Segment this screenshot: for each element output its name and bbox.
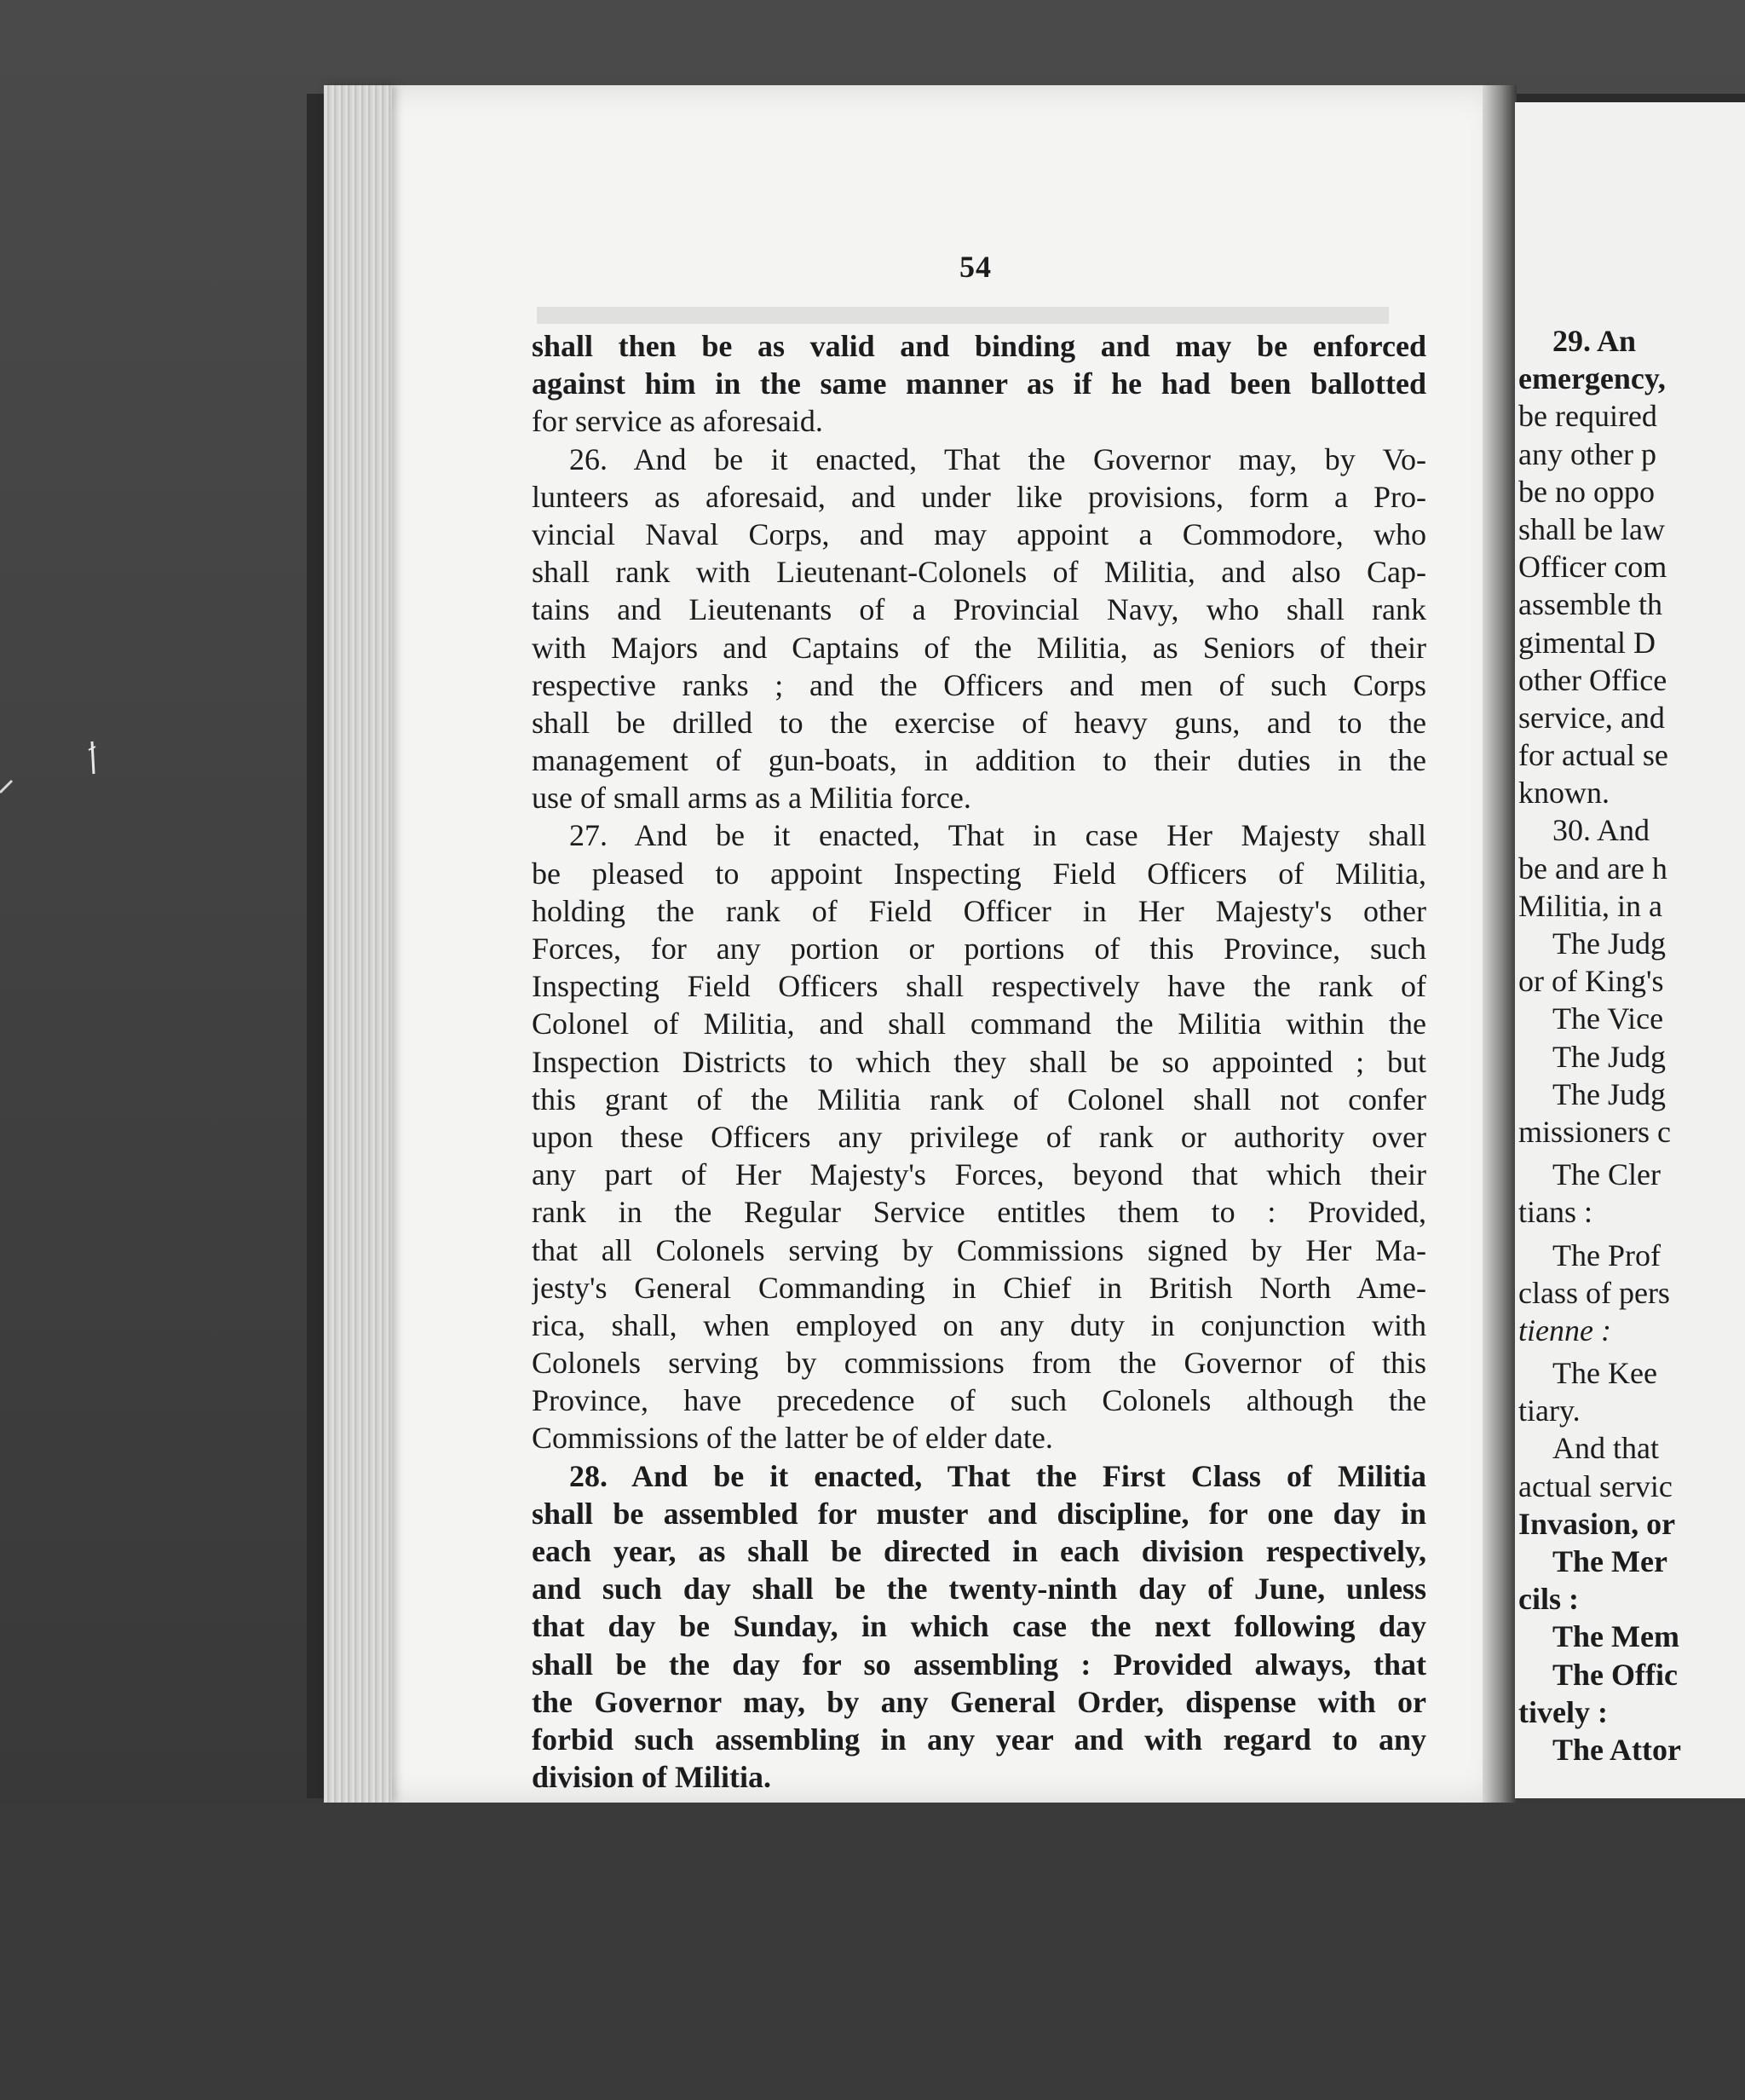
text-line: Colonels serving by commissions from the Governor of this [532,1346,1426,1381]
text-line: Colonel of Militia, and shall command the Militia within the [532,1007,1426,1041]
left-page-text [532,327,1426,1796]
text-line: tienne : [1518,1312,1611,1347]
text-line: Militia, in a [1518,888,1662,923]
text-line: The Offic [1552,1657,1678,1692]
text-line: And that [1552,1431,1659,1466]
text-line: The Judg [1552,1076,1666,1111]
text-line: this grant of the Militia rank of Colonel shall not confer [532,1082,1426,1116]
text-line: Commissions of the latter be of elder date. [532,1421,1053,1456]
text-line: forbid such assembling in any year and with regard to any [532,1722,1426,1757]
text-line: 29. An [1552,324,1637,358]
margin-smudge-marks [0,707,119,810]
bleed-through-text [537,307,1389,324]
text-line: shall be drilled to the exercise of heavy guns, and to the [532,705,1426,740]
text-line: division of Militia. [532,1760,772,1795]
text-line: The Kee [1552,1356,1657,1391]
text-line: tains and Lieutenants of a Provincial Navy, who shall rank [532,592,1426,627]
text-line: tiary. [1518,1393,1581,1428]
text-line: The Judg [1552,926,1666,961]
text-line: 26. And be it enacted, That the Governor may, by Vo- [569,441,1426,476]
text-line: any other p [1518,436,1656,471]
scan-background-bottom [0,1803,1745,2100]
text-line: Invasion, or [1518,1506,1676,1541]
text-line: The Vice [1552,1001,1664,1036]
text-line: actual servic [1518,1468,1673,1503]
text-line: upon these Officers any privilege of rank or authority over [532,1119,1426,1154]
text-line: cils : [1518,1582,1579,1617]
text-line: holding the rank of Field Officer in Her Majesty's other [532,893,1426,928]
text-line: shall rank with Lieutenant-Colonels of Militia, and also Cap- [532,555,1426,590]
text-line: The Mer [1552,1544,1667,1578]
right-page-text [1518,322,1745,1768]
text-line: for service as aforesaid. [532,404,823,439]
text-line: class of pers [1518,1275,1670,1310]
text-line: shall be the day for so assembling : Provided always, that [532,1647,1426,1682]
text-line: management of gun-boats, in addition to their duties in the [532,743,1426,778]
text-line: The Cler [1552,1157,1661,1192]
text-line: tians : [1518,1195,1592,1230]
text-line: service, and [1518,700,1665,735]
text-line: shall be assembled for muster and discipline, for one day in [532,1496,1426,1531]
text-line: respective ranks ; and the Officers and men of such Corps [532,667,1426,702]
page-number: 54 [959,250,992,284]
page-edges [324,85,392,1803]
text-line: rank in the Regular Service entitles them to : Provided, [532,1195,1426,1230]
text-line: for actual se [1518,738,1668,773]
text-line: known. [1518,776,1610,811]
text-line: be no oppo [1518,474,1655,509]
text-line: against him in the same manner as if he had been ballotted [532,366,1426,401]
text-line: The Judg [1552,1039,1666,1074]
text-line: missioners c [1518,1114,1671,1149]
text-line: that all Colonels serving by Commissions signed by Her Ma- [532,1232,1426,1267]
text-line: shall then be as valid and binding and may be enforced [532,329,1426,363]
text-line: Inspecting Field Officers shall respectively have the rank of [532,969,1426,1004]
text-line: The Attor [1552,1732,1681,1767]
text-line: each year, as shall be directed in each division respectively, [532,1534,1426,1568]
text-line: other Office [1518,662,1667,697]
text-line: that day be Sunday, in which case the next following day [532,1609,1426,1644]
text-line: lunteers as aforesaid, and under like provisions, form a Pro- [532,479,1426,514]
text-line: rica, shall, when employed on any duty in conjunction with [532,1307,1426,1342]
text-line: The Prof [1552,1238,1661,1272]
text-line: The Mem [1552,1619,1679,1654]
text-line: assemble th [1518,587,1662,622]
text-line: the Governor may, by any General Order, dispense with or [532,1684,1426,1719]
book-gutter [1483,85,1517,1803]
text-line: Inspection Districts to which they shall be so appointed ; but [532,1044,1426,1079]
text-line: shall be law [1518,511,1665,546]
text-line: vincial Naval Corps, and may appoint a Commodore, who [532,516,1426,551]
text-line: 27. And be it enacted, That in case Her Majesty shall [569,818,1426,853]
text-line: Forces, for any portion or portions of this Province, such [532,932,1426,966]
text-line: Officer com [1518,550,1667,585]
text-line: use of small arms as a Militia force. [532,781,971,816]
text-line: be required [1518,399,1657,434]
text-line: Province, have precedence of such Colonels although the [532,1383,1426,1418]
text-line: jesty's General Commanding in Chief in British North Ame- [532,1270,1426,1305]
text-line: and such day shall be the twenty-ninth day of June, unless [532,1572,1426,1607]
text-line: 28. And be it enacted, That the First Class of Militia [569,1458,1426,1493]
text-line: emergency, [1518,361,1666,396]
text-line: or of King's [1518,964,1664,999]
text-line: be pleased to appoint Inspecting Field Officers of Militia, [532,856,1426,891]
text-line: tively : [1518,1694,1608,1729]
text-line: be and are h [1518,851,1667,886]
text-line: with Majors and Captains of the Militia, as Seniors of their [532,630,1426,665]
text-line: any part of Her Majesty's Forces, beyond that which their [532,1157,1426,1192]
text-line: 30. And [1552,813,1650,848]
text-line: gimental D [1518,625,1656,660]
